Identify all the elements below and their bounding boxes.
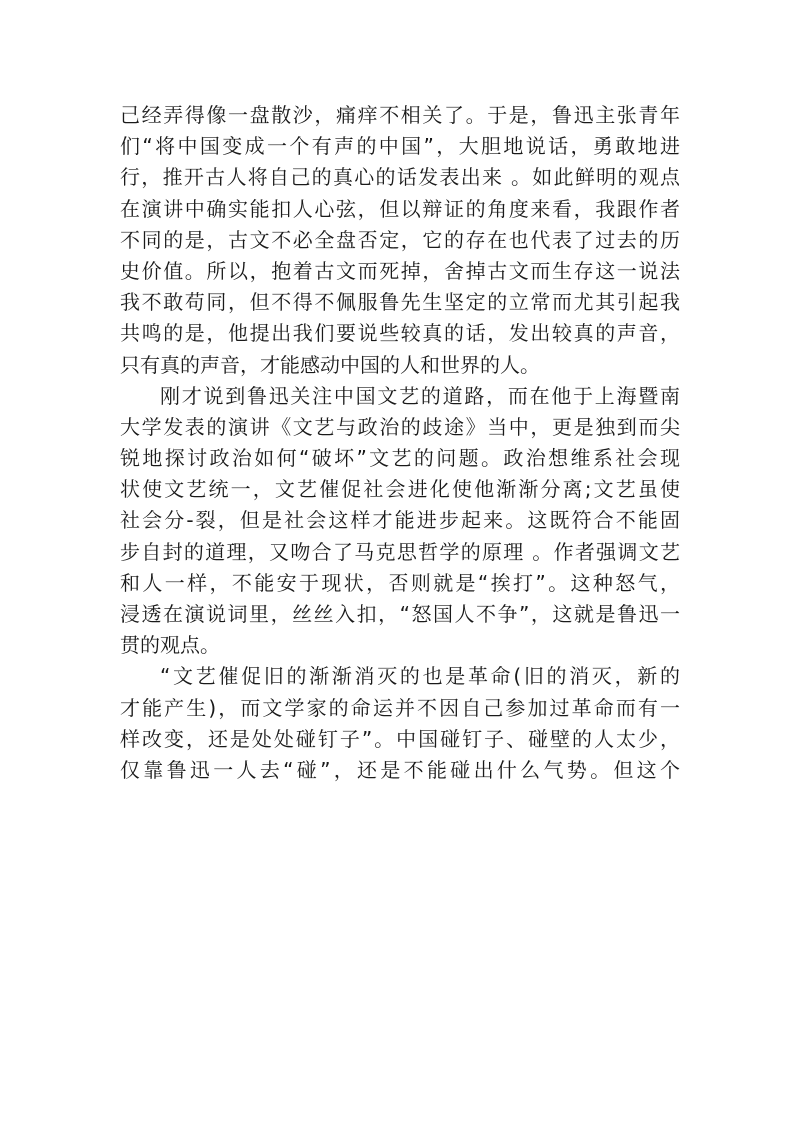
- text-line: 和人一样，不能安于现状，否则就是“挨打”。这种怒气，: [120, 570, 680, 595]
- paragraph-2: [120, 381, 680, 662]
- text-line: 步自封的道理，又吻合了马克思哲学的原理 。作者强调文艺: [120, 539, 680, 564]
- text-line: 在演讲中确实能扣人心弦，但以辩证的角度来看，我跟作者: [120, 196, 680, 221]
- text-line: 才能产生)，而文学家的命运并不因自己参加过革命而有一: [120, 695, 680, 720]
- text-line: 浸透在演说词里，丝丝入扣，“怒国人不争”，这就是鲁迅一: [120, 602, 680, 626]
- text-line: “文艺催促旧的渐渐消灭的也是革命(旧的消灭，新的: [160, 664, 680, 689]
- text-line: 样改变，还是处处碰钉子”。中国碰钉子、碰壁的人太少，: [120, 726, 680, 751]
- paragraph-1: [120, 100, 680, 381]
- text-line: 共鸣的是，他提出我们要说些较真的话，发出较真的声音，: [120, 321, 680, 346]
- text-line: 状使文艺统一，文艺催促社会进化使他渐渐分离;文艺虽使: [120, 477, 680, 502]
- text-line: 社会分-裂，但是社会这样才能进步起来。这既符合不能固: [120, 508, 680, 533]
- text-line: 刚才说到鲁迅关注中国文艺的道路，而在他于上海暨南: [160, 383, 680, 408]
- text-line: 只有真的声音，才能感动中国的人和世界的人。: [120, 352, 540, 377]
- text-line: 仅靠鲁迅一人去“碰”，还是不能碰出什么气势。但这个: [120, 757, 680, 782]
- text-line: 锐地探讨政治如何“破坏”文艺的问题。政治想维系社会现: [120, 446, 680, 471]
- paragraph-3: [120, 661, 680, 786]
- body-text: [120, 100, 680, 786]
- text-line: 史价值。所以，抱着古文而死掉，舍掉古文而生存这一说法: [120, 258, 680, 283]
- text-line: 己经弄得像一盘散沙，痛痒不相关了。于是，鲁迅主张青年: [120, 103, 680, 127]
- text-line: 们“将中国变成一个有声的中国”，大胆地说话，勇敢地进: [120, 134, 680, 159]
- text-line: 行，推开古人将自己的真心的话发表出来 。如此鲜明的观点: [120, 165, 680, 190]
- text-line: 大学发表的演讲《文艺与政治的歧途》当中，更是独到而尖: [120, 414, 680, 439]
- text-line: 贯的观点。: [120, 633, 220, 658]
- text-line: 我不敢苟同，但不得不佩服鲁先生坚定的立常而尤其引起我: [120, 290, 680, 315]
- text-line: 不同的是，古文不必全盘否定，它的存在也代表了过去的历: [120, 227, 680, 252]
